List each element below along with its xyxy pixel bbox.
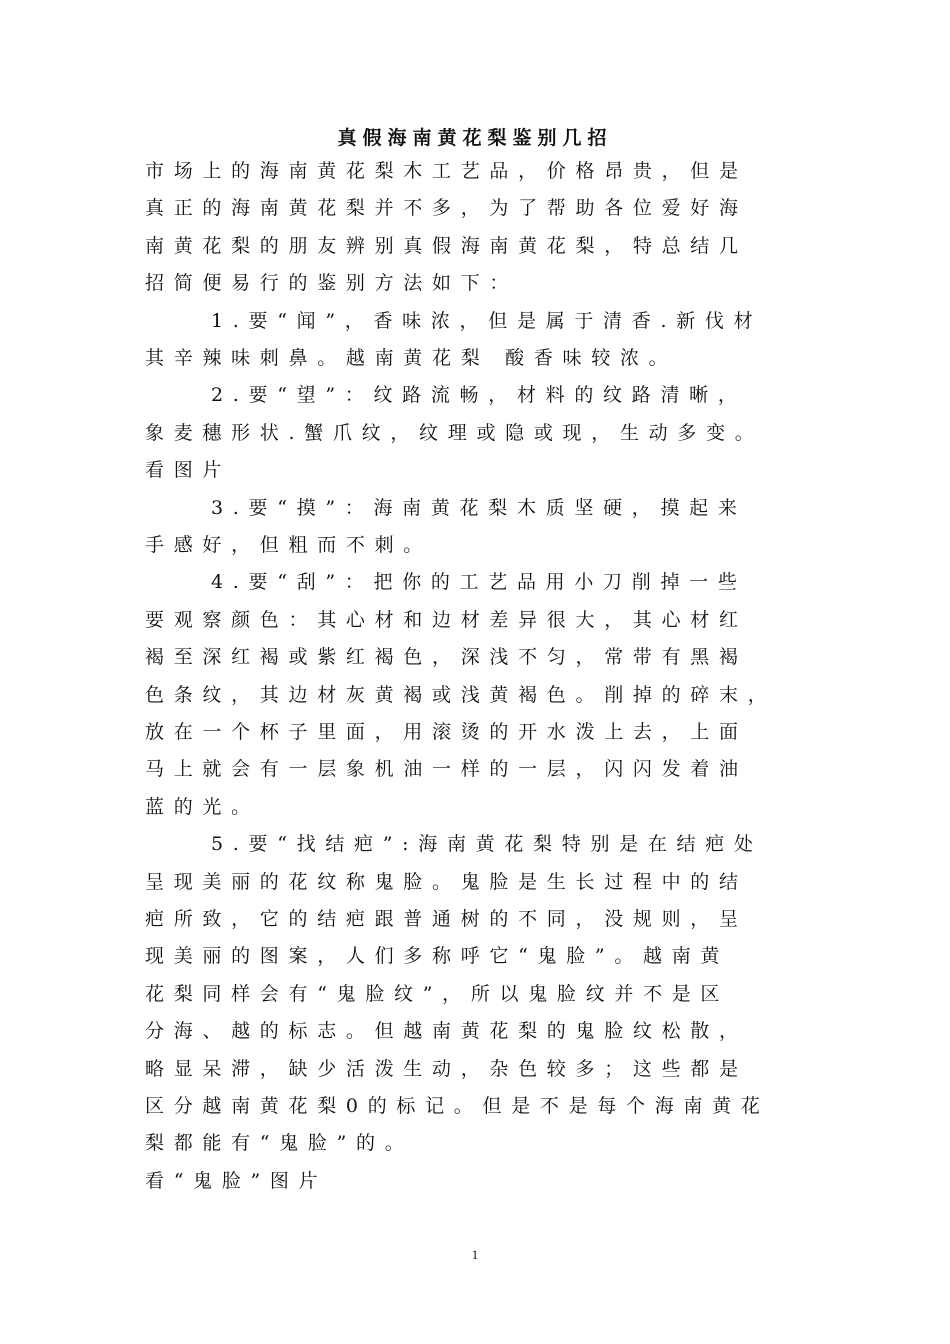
- body-line: 5.要“找结疤”:海南黄花梨特别是在结疤处: [211, 833, 763, 856]
- body-line: 要观察颜色：其心材和边材差异很大，其心材红: [145, 608, 748, 631]
- body-line: 象麦穗形状.蟹爪纹，纹理或隐或现，生动多变。: [145, 421, 764, 444]
- body-line: 色条纹，其边材灰黄褐或浅黄褐色。削掉的碎末，: [145, 683, 777, 706]
- body-line: 呈现美丽的花纹称鬼脸。鬼脸是生长过程中的结: [145, 870, 748, 893]
- body-line: 手感好，但粗而不刺。: [145, 534, 433, 556]
- body-line: 疤所致，它的结疤跟普通树的不同，没规则，呈: [145, 908, 748, 930]
- body-line: 招简便易行的鉴别方法如下：: [145, 272, 519, 295]
- body-line: 分海、越的标志。但越南黄花梨的鬼脸纹松散，: [145, 1020, 748, 1043]
- body-line: 褐至深红褐或紫红褐色，深浅不匀，常带有黑褐: [145, 646, 748, 669]
- body-line: 4.要“刮”：把你的工艺品用小刀削掉一些: [211, 571, 747, 594]
- body-line: 1.要“闻”，香味浓，但是属于清香.新伐材: [211, 309, 763, 332]
- body-line: 略显呆滞，缺少活泼生动，杂色较多；这些都是: [145, 1057, 748, 1080]
- body-line: 现美丽的图案，人们多称呼它“鬼脸”。越南黄: [145, 945, 730, 968]
- body-line: 南黄花梨的朋友辨别真假海南黄花梨，特总结几: [145, 234, 748, 257]
- body-line: 看“鬼脸”图片: [145, 1169, 328, 1192]
- body-line: 市场上的海南黄花梨木工艺品，价格昂贵，但是: [145, 160, 748, 182]
- body-line: 花梨同样会有“鬼脸纹”，所以鬼脸纹并不是区: [145, 982, 730, 1005]
- body-line: 蓝的光。: [145, 795, 260, 818]
- body-line: 马上就会有一层象机油一样的一层，闪闪发着油: [145, 758, 748, 781]
- body-line: 真正的海南黄花梨并不多，为了帮助各位爱好海: [145, 197, 748, 220]
- body-line: 梨都能有“鬼脸”的。: [145, 1132, 414, 1155]
- page-number: 1: [471, 1247, 479, 1262]
- body-line: 区分越南黄花梨0的标记。但是不是每个海南黄花: [145, 1095, 770, 1117]
- body-line: 看图片: [145, 459, 232, 482]
- body-line: 2.要“望”：纹路流畅，材料的纹路清晰，: [211, 384, 747, 407]
- document-title: 真假海南黄花梨鉴别几招: [337, 127, 613, 149]
- body-line: 其辛辣味刺鼻。越南黄花梨 酸香味较浓。: [145, 347, 678, 369]
- body-line: 放在一个杯子里面，用滚烫的开水泼上去，上面: [145, 721, 748, 743]
- body-line: 3.要“摸”：海南黄花梨木质坚硬，摸起来: [211, 496, 747, 519]
